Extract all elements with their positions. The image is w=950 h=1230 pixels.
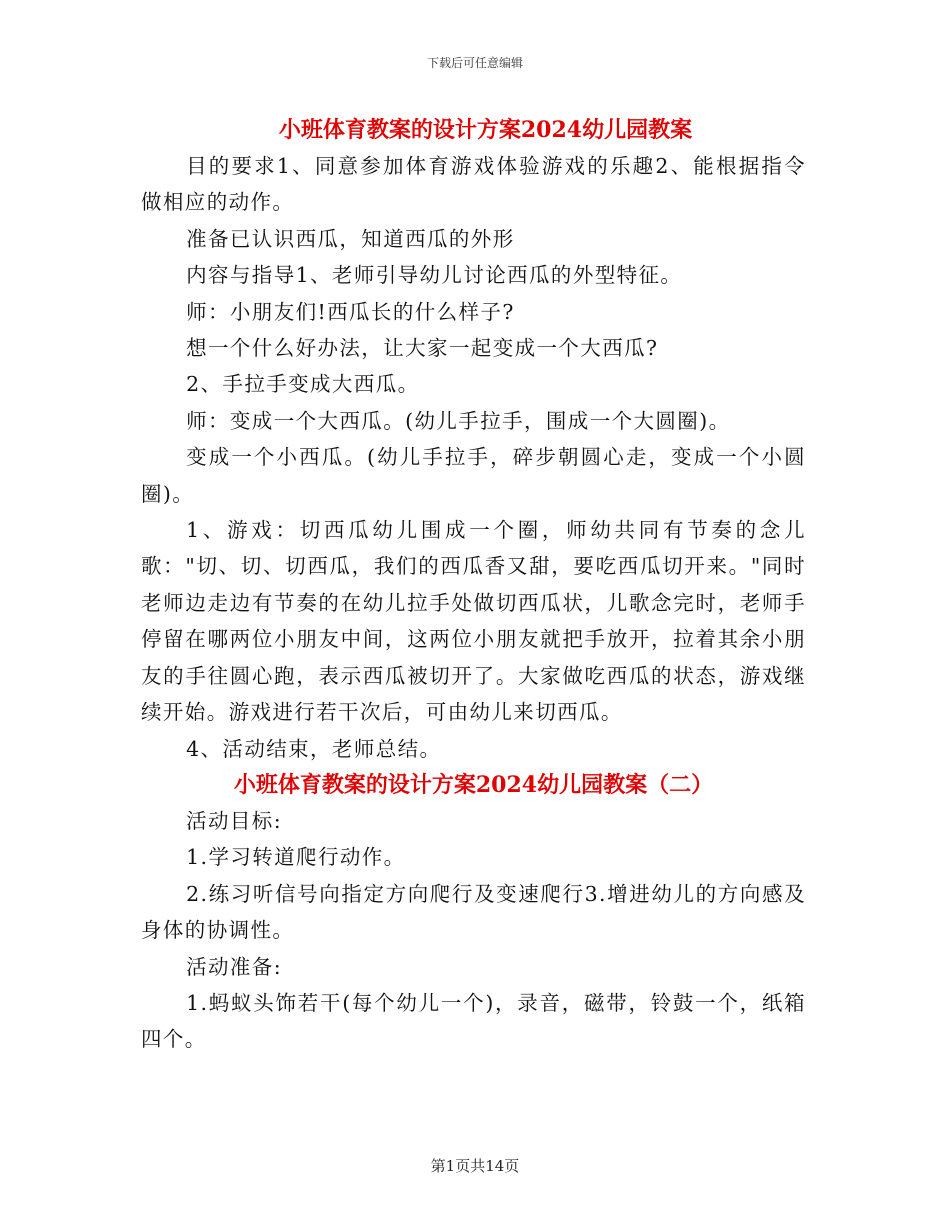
section-title-1: 小班体育教案的设计方案2024幼儿园教案 xyxy=(278,117,693,143)
paragraph: 1、游戏：切西瓜幼儿围成一个圈，师幼共同有节奏的念儿歌："切、切、切西瓜，我们的西瓜香又甜，要吃西瓜切开来。"同时老师边走边有节奏的在幼儿拉手处做切西瓜状，儿歌念完时，老师手停留在哪两位小朋友中间，这两位小朋友就把手放开，拉着其余小朋友的手往圆心跑，表示西瓜被切开了。大家做吃西瓜的状态，游戏继续开始。游戏进行若干次后，可由幼儿来切西瓜。 xyxy=(141,518,806,725)
paragraph: 1.学习转道爬行动作。 xyxy=(186,845,406,870)
paragraph: 准备已认识西瓜，知道西瓜的外形 xyxy=(186,226,515,251)
paragraph: 4、活动结束，老师总结。 xyxy=(186,736,442,761)
paragraph: 内容与指导1、老师引导幼儿讨论西瓜的外型特征。 xyxy=(186,263,683,288)
paragraph: 想一个什么好办法，让大家一起变成一个大西瓜? xyxy=(186,336,659,361)
paragraph: 2、手拉手变成大西瓜。 xyxy=(186,372,420,397)
paragraph: 活动准备: xyxy=(186,954,283,979)
section-title-2: 小班体育教案的设计方案2024幼儿园教案（二） xyxy=(233,771,714,798)
paragraph: 2.练习听信号向指定方向爬行及变速爬行3.增进幼儿的方向感及身体的协调性。 xyxy=(141,881,806,943)
paragraph: 目的要求1、同意参加体育游戏体验游戏的乐趣2、能根据指令做相应的动作。 xyxy=(141,154,806,215)
paragraph: 活动目标: xyxy=(186,808,283,833)
document-body xyxy=(141,112,806,1058)
paragraph: 变成一个小西瓜。(幼儿手拉手，碎步朝圆心走，变成一个小圆圈)。 xyxy=(141,445,806,506)
paragraph: 1.蚂蚁头饰若干(每个幼儿一个)，录音，磁带，铃鼓一个，纸箱四个。 xyxy=(141,990,806,1052)
paragraph: 师：变成一个大西瓜。(幼儿手拉手，围成一个大圆圈)。 xyxy=(186,408,731,433)
paragraph: 师：小朋友们!西瓜长的什么样子? xyxy=(186,299,515,324)
page-number-footer: 第1页共14页 xyxy=(430,1157,520,1175)
header-note: 下载后可任意编辑 xyxy=(426,56,523,70)
